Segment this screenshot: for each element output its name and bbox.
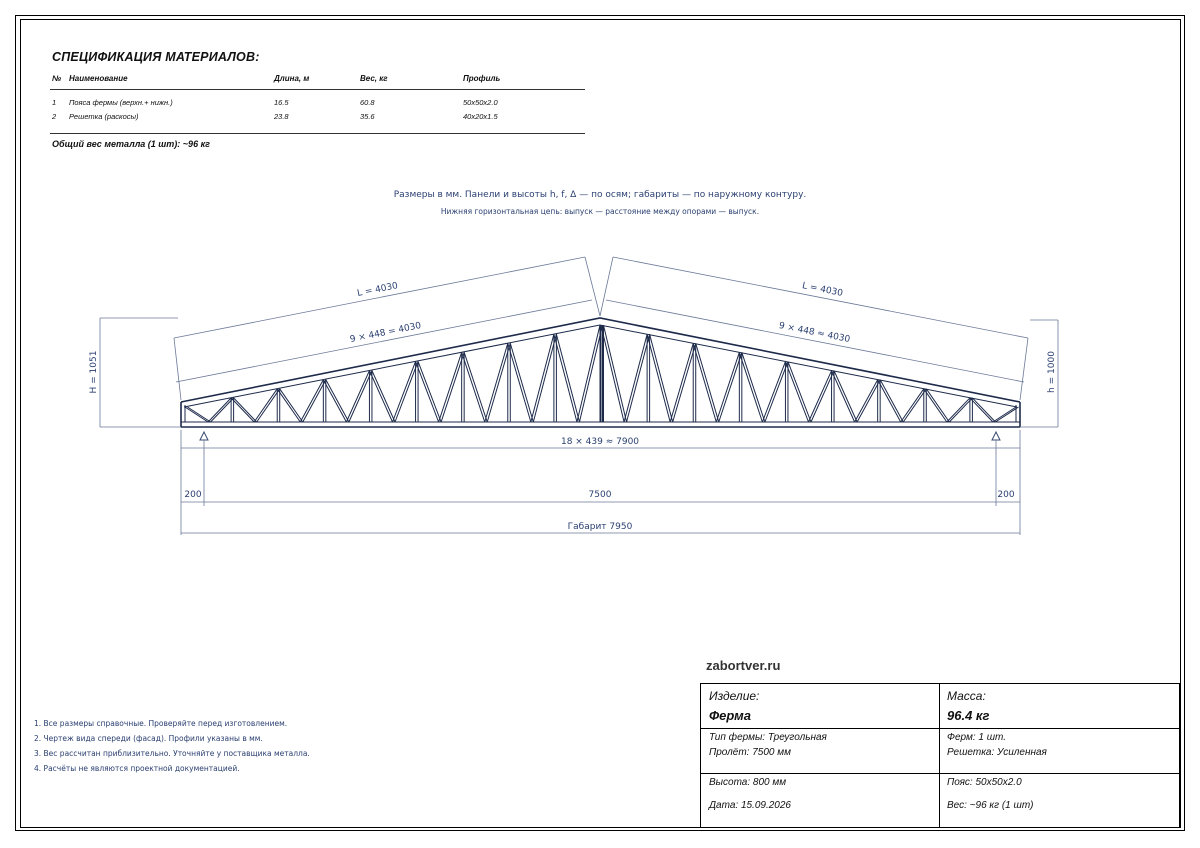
web-member bbox=[510, 343, 533, 422]
web-member bbox=[811, 371, 834, 422]
col-header-name: Наименование bbox=[67, 72, 272, 90]
support-left bbox=[200, 432, 208, 440]
web-member bbox=[257, 389, 280, 422]
web-member bbox=[670, 343, 693, 422]
col-header-number: № bbox=[50, 72, 67, 90]
web-member bbox=[601, 325, 624, 422]
web-member bbox=[926, 389, 949, 422]
row-name: Решетка (раскосы) bbox=[69, 111, 139, 121]
web-member bbox=[739, 352, 762, 422]
web-member bbox=[188, 407, 211, 422]
row-profile: 50x50x2.0 bbox=[463, 97, 498, 107]
truss bbox=[181, 318, 1020, 427]
overall-label: Габарит 7950 bbox=[567, 522, 633, 532]
web-member bbox=[439, 352, 462, 422]
web-member bbox=[765, 362, 788, 422]
web-member bbox=[995, 407, 1018, 422]
web-member bbox=[673, 343, 696, 422]
web-member bbox=[878, 380, 901, 422]
left-L-label: L = 4030 bbox=[356, 281, 399, 299]
web-member bbox=[880, 380, 903, 422]
web-member bbox=[857, 380, 880, 422]
spec-title: СПЕЦИФИКАЦИЯ МАТЕРИАЛОВ: bbox=[52, 50, 260, 64]
date-value: Дата: 15.09.2026 bbox=[709, 800, 791, 811]
web-member bbox=[464, 352, 487, 422]
web-member bbox=[949, 398, 972, 422]
mass-value: 96.4 кг bbox=[947, 708, 990, 723]
footnote: 3. Вес рассчитан приблизительно. Уточняйте у поставщика металла. bbox=[34, 749, 310, 758]
web-member bbox=[993, 407, 1016, 422]
bottom-panels-label: 18 × 439 ≈ 7900 bbox=[560, 437, 640, 447]
web-member bbox=[349, 371, 372, 422]
web-member bbox=[647, 334, 670, 422]
web-member bbox=[323, 380, 346, 422]
web-member bbox=[762, 362, 785, 422]
right-L-label: L = 4030 bbox=[801, 281, 844, 299]
mass-label: Масса: bbox=[947, 689, 986, 703]
row-number: 1 bbox=[52, 97, 57, 107]
web-member bbox=[508, 343, 531, 422]
web-member bbox=[231, 398, 254, 422]
web-member bbox=[485, 343, 508, 422]
right-panels-label: 9 × 448 ≈ 4030 bbox=[777, 321, 851, 346]
support-right bbox=[992, 432, 1000, 440]
product-value: Ферма bbox=[709, 708, 751, 723]
web-member bbox=[372, 371, 395, 422]
web-member bbox=[947, 398, 970, 422]
web-member bbox=[418, 361, 441, 422]
left-panels-label: 9 × 448 = 4030 bbox=[349, 321, 423, 346]
right-overhang-label: 200 bbox=[997, 490, 1015, 500]
web-member bbox=[254, 389, 277, 422]
truss-type: Тип фермы: Треугольная bbox=[709, 732, 827, 743]
product-label: Изделие: bbox=[709, 689, 760, 703]
web-member bbox=[903, 389, 926, 422]
web-member bbox=[234, 398, 257, 422]
web-member bbox=[696, 343, 719, 422]
row-name: Пояса фермы (верхн.+ нижн.) bbox=[69, 97, 173, 107]
site-url: zabortver.ru bbox=[706, 658, 781, 673]
row-length: 16.5 bbox=[274, 97, 289, 107]
web-member bbox=[280, 389, 303, 422]
total-weight: Общий вес металла (1 шт): ~96 кг bbox=[52, 139, 210, 149]
web-member bbox=[716, 352, 739, 422]
web-member bbox=[369, 371, 392, 422]
col-header-length: Длина, м bbox=[272, 72, 358, 90]
web-member bbox=[855, 380, 878, 422]
col-header-profile: Профиль bbox=[461, 72, 585, 90]
chord-profile: Пояс: 50x50x2.0 bbox=[947, 777, 1022, 788]
web-member bbox=[924, 389, 947, 422]
truss-web bbox=[185, 325, 1019, 422]
left-overhang-label: 200 bbox=[184, 490, 202, 500]
web-member bbox=[834, 371, 857, 422]
row-weight: 35.6 bbox=[360, 111, 375, 121]
col-header-weight: Вес, кг bbox=[358, 72, 461, 90]
web-member bbox=[531, 334, 554, 422]
web-member bbox=[277, 389, 300, 422]
web-member bbox=[604, 325, 627, 422]
lattice-type: Решетка: Усиленная bbox=[947, 747, 1047, 758]
web-member bbox=[785, 362, 808, 422]
weight-value: Вес: ~96 кг (1 шт) bbox=[947, 800, 1034, 811]
footnotes bbox=[34, 719, 310, 779]
web-member bbox=[832, 371, 855, 422]
height-value: Высота: 800 мм bbox=[709, 777, 787, 788]
span-label: 7500 bbox=[588, 490, 612, 500]
web-member bbox=[441, 352, 464, 422]
dimension-note-1: Размеры в мм. Панели и высоты h, f, Δ — по осям; габариты — по наружному контуру. bbox=[393, 190, 807, 200]
web-member bbox=[972, 398, 995, 422]
web-member bbox=[788, 362, 811, 422]
web-member bbox=[300, 380, 323, 422]
dimension-note-2: Нижняя горизонтальная цепь: выпуск — расстояние между опорами — выпуск. bbox=[440, 207, 760, 216]
web-member bbox=[693, 343, 716, 422]
web-member bbox=[303, 380, 326, 422]
web-member bbox=[556, 334, 579, 422]
row-length: 23.8 bbox=[274, 111, 289, 121]
web-member bbox=[719, 352, 742, 422]
web-member bbox=[577, 325, 600, 422]
web-member bbox=[809, 371, 832, 422]
web-member bbox=[395, 361, 418, 422]
web-member bbox=[185, 407, 208, 422]
footnote: 4. Расчёты не являются проектной документацией. bbox=[34, 764, 240, 773]
web-member bbox=[346, 371, 369, 422]
web-member bbox=[393, 361, 416, 422]
web-member bbox=[462, 352, 485, 422]
web-member bbox=[901, 389, 924, 422]
web-member bbox=[326, 380, 349, 422]
h-label: h = 1000 bbox=[1047, 351, 1057, 393]
title-block bbox=[700, 683, 1180, 828]
web-member bbox=[533, 334, 556, 422]
web-member bbox=[487, 343, 510, 422]
truss-count: Ферм: 1 шт. bbox=[947, 732, 1007, 743]
row-profile: 40x20x1.5 bbox=[463, 111, 498, 121]
span-value: Пролёт: 7500 мм bbox=[709, 747, 791, 758]
web-member bbox=[742, 352, 765, 422]
web-member bbox=[650, 334, 673, 422]
footnote: 1. Все размеры справочные. Проверяйте перед изготовлением. bbox=[34, 719, 288, 728]
web-member bbox=[624, 334, 647, 422]
footnote: 2. Чертеж вида спереди (фасад). Профили указаны в мм. bbox=[34, 734, 263, 743]
web-member bbox=[416, 361, 439, 422]
H-label: H = 1051 bbox=[89, 350, 99, 394]
web-member bbox=[579, 325, 602, 422]
web-member bbox=[554, 334, 577, 422]
web-member bbox=[627, 334, 650, 422]
row-number: 2 bbox=[52, 111, 57, 121]
row-weight: 60.8 bbox=[360, 97, 375, 107]
